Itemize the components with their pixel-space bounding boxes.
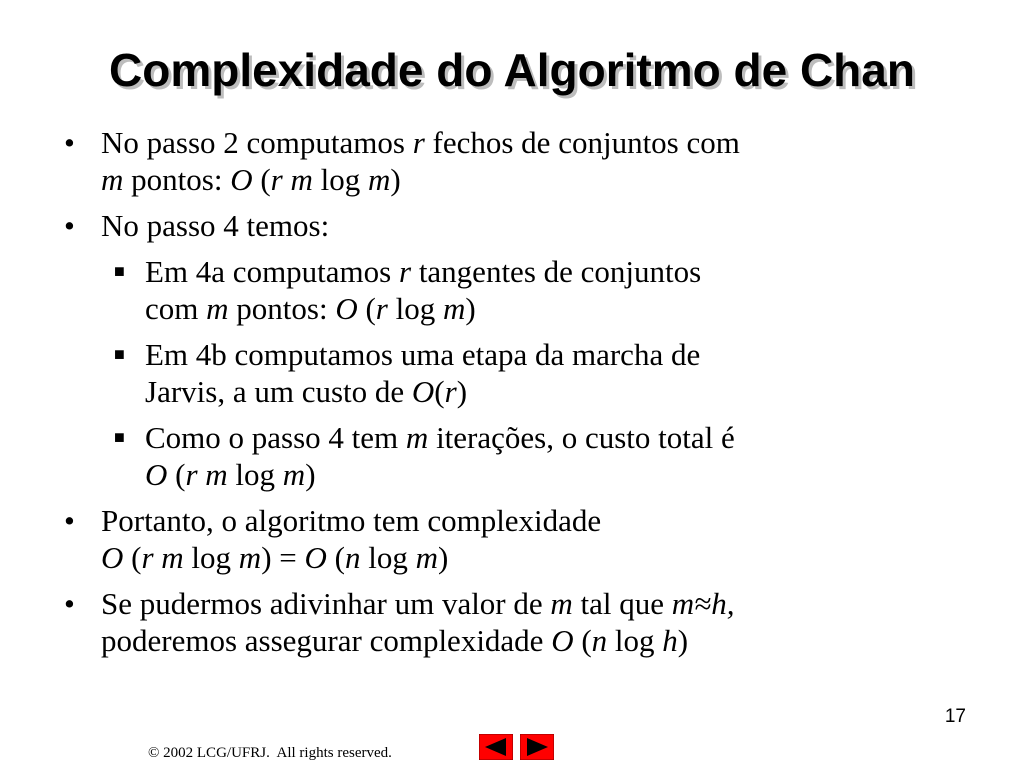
bullet-item <box>60 207 980 244</box>
text-segment: tal que <box>572 586 672 621</box>
text-segment: ) = <box>261 540 305 575</box>
text-segment: ( <box>167 457 186 492</box>
bullet-text-line <box>145 373 980 410</box>
math-symbol: O <box>411 374 435 409</box>
slide-content <box>60 124 980 668</box>
text-segment: poderemos assegurar complexidade <box>101 623 552 658</box>
math-symbol: h <box>662 623 678 658</box>
math-symbol: m <box>282 457 306 492</box>
text-segment: ) <box>390 162 401 197</box>
math-symbol: m <box>238 540 262 575</box>
bullet-dot-icon: • <box>64 208 75 243</box>
bullet-dot-icon: • <box>64 503 75 538</box>
math-symbol: m <box>405 420 429 455</box>
next-slide-button[interactable] <box>520 734 554 760</box>
math-symbol: O <box>101 540 124 575</box>
text-segment: Se pudermos adivinhar um valor de <box>101 586 551 621</box>
text-segment: ( <box>434 374 445 409</box>
math-symbol: n <box>591 623 608 658</box>
text-segment: log <box>387 291 443 326</box>
slide-title: Complexidade do Algoritmo de Chan <box>109 44 915 96</box>
bullet-text-line <box>145 456 980 493</box>
bullet-item <box>60 585 980 659</box>
bullet-item <box>60 124 980 198</box>
text-segment: ( <box>123 540 142 575</box>
math-symbol: r <box>412 125 425 160</box>
math-symbol: m <box>415 540 438 575</box>
math-symbol: O <box>230 162 253 197</box>
text-segment: Em 4b computamos uma etapa da marcha de <box>145 337 701 372</box>
text-segment: log <box>227 457 283 492</box>
text-segment: ) <box>677 623 689 658</box>
bullet-dot-icon: • <box>64 586 75 621</box>
text-segment: ( <box>252 162 271 197</box>
text-segment: Jarvis, a um custo de <box>145 374 412 409</box>
text-segment: Em 4a computamos <box>145 254 399 289</box>
text-segment: ) <box>305 457 316 492</box>
text-segment: No passo 4 temos: <box>101 208 330 243</box>
text-segment: com <box>145 291 207 326</box>
bullet-text-line <box>101 502 980 539</box>
math-symbol: r <box>444 374 457 409</box>
sub-bullet-item <box>60 253 980 327</box>
sub-bullet-item <box>60 419 980 493</box>
math-symbol: O <box>335 291 358 326</box>
text-segment: No passo 2 computamos <box>101 125 413 160</box>
text-segment: ( <box>326 540 345 575</box>
bullet-dot-icon: • <box>64 125 75 160</box>
text-segment: tangentes de conjuntos <box>411 254 702 289</box>
text-segment: ) <box>437 540 449 575</box>
text-segment: ) <box>456 374 468 409</box>
text-segment: ( <box>573 623 592 658</box>
previous-slide-button[interactable] <box>479 734 513 760</box>
text-segment: ( <box>357 291 376 326</box>
text-segment: fechos de conjuntos com <box>424 125 740 160</box>
text-segment: log <box>360 540 416 575</box>
square-bullet-icon: ■ <box>114 427 125 447</box>
math-symbol: m≈h, <box>671 586 735 621</box>
sub-bullet-item <box>60 336 980 410</box>
math-symbol: m <box>206 291 229 326</box>
page-number: 17 <box>944 706 966 727</box>
text-segment: log <box>312 162 368 197</box>
text-segment: pontos: <box>228 291 336 326</box>
square-bullet-icon: ■ <box>114 344 125 364</box>
text-segment: Como o passo 4 tem <box>145 420 406 455</box>
text-segment: log <box>607 623 663 658</box>
bullet-text-line <box>101 161 980 198</box>
math-symbol: r m <box>141 540 184 575</box>
math-symbol: m <box>367 162 391 197</box>
math-symbol: r <box>375 291 388 326</box>
bullet-text-line <box>101 585 980 622</box>
math-symbol: m <box>550 586 573 621</box>
text-segment: Portanto, o algoritmo tem complexidade <box>101 503 602 538</box>
bullet-text-line <box>145 290 980 327</box>
math-symbol: m <box>101 162 124 197</box>
bullet-text-line <box>145 253 980 290</box>
bullet-text-line <box>101 207 980 244</box>
math-symbol: r m <box>185 457 228 492</box>
math-symbol: O <box>145 457 168 492</box>
math-symbol: O <box>304 540 327 575</box>
bullet-text-line <box>101 124 980 161</box>
copyright-notice: © 2002 LCG/UFRJ. All rights reserved. <box>148 745 392 761</box>
math-symbol: r m <box>270 162 313 197</box>
text-segment: ) <box>465 291 476 326</box>
text-segment: log <box>183 540 239 575</box>
text-segment: iterações, o custo total é <box>428 420 735 455</box>
text-segment: pontos: <box>123 162 231 197</box>
square-bullet-icon: ■ <box>114 261 125 281</box>
math-symbol: O <box>551 623 574 658</box>
bullet-text-line <box>101 539 980 576</box>
bullet-text-line <box>101 622 980 659</box>
bullet-text-line <box>145 336 980 373</box>
bullet-text-line <box>145 419 980 456</box>
math-symbol: m <box>442 291 466 326</box>
bullet-item <box>60 502 980 576</box>
math-symbol: r <box>398 254 412 289</box>
math-symbol: n <box>344 540 361 575</box>
